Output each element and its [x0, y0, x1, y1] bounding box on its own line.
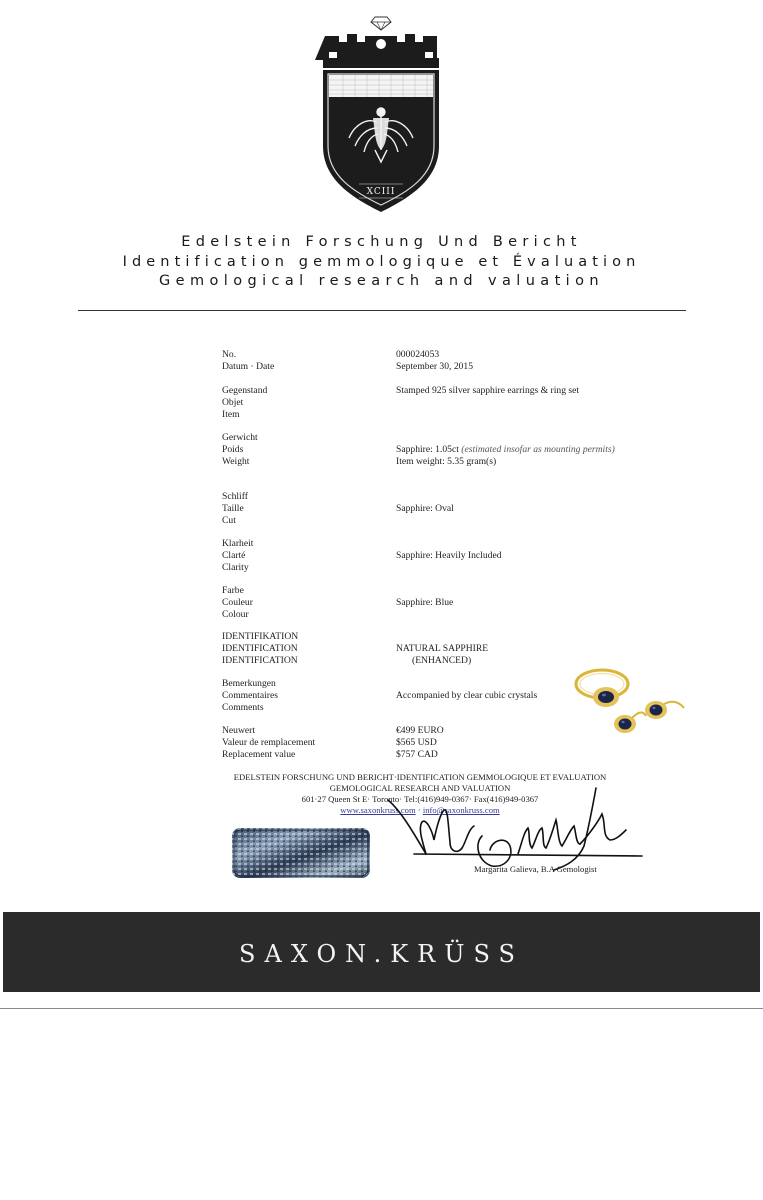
value-usd: $565 USD [396, 737, 437, 748]
value-gem-weight-note: (estimated insofar as mounting permits) [461, 444, 615, 455]
value-cut: Sapphire: Oval [396, 503, 454, 514]
label-poids: Poids [222, 444, 244, 455]
label-cut: Cut [222, 515, 236, 526]
page-bottom-divider [0, 1008, 763, 1009]
footer-company-line: EDELSTEIN FORSCHUNG UND BERICHT·IDENTIFICATION GEMMOLOGIQUE ET EVALUATION [233, 772, 607, 782]
label-comments: Comments [222, 702, 264, 713]
brand-banner [3, 912, 760, 992]
header-french: Identification gemmologique et Évaluation [122, 254, 641, 270]
label-commentaires: Commentaires [222, 690, 278, 701]
value-identification: NATURAL SAPPHIRE [396, 643, 489, 654]
footer-separator: · [415, 805, 423, 815]
label-no: No. [222, 349, 237, 360]
crest-logo [315, 14, 447, 220]
value-object: Stamped 925 silver sapphire earrings & ring set [396, 385, 580, 396]
label-schliff: Schliff [222, 491, 248, 502]
earring-image-right [645, 701, 684, 719]
label-identification-en: IDENTIFICATION [222, 655, 298, 666]
brand-logo-text: SAXON.KRÜSS [239, 940, 524, 968]
label-identification-fr: IDENTIFICATION [222, 643, 298, 654]
label-clarte: Clarté [222, 550, 246, 561]
email-link[interactable]: info@saxonkruss.com [422, 805, 500, 815]
label-identifikation: IDENTIFIKATION [222, 631, 299, 642]
header-divider [78, 310, 686, 311]
label-neuwert: Neuwert [222, 725, 256, 736]
label-farbe: Farbe [222, 585, 244, 596]
label-gegenstand: Gegenstand [222, 385, 268, 396]
website-link[interactable]: www.saxonkruss.com [340, 805, 416, 815]
hologram-seal [232, 828, 370, 878]
value-comments: Accompanied by clear cubic crystals [396, 690, 538, 701]
label-colour: Colour [222, 609, 249, 620]
label-replacement: Replacement value [222, 749, 296, 760]
gemologist-caption: Margarita Galieva, B.A Gemologist [474, 864, 597, 874]
value-item-weight: Item weight: 5.35 gram(s) [396, 456, 497, 467]
ring-image [576, 670, 628, 707]
value-no: 000024053 [396, 349, 440, 360]
label-weight: Weight [222, 456, 250, 467]
jewelry-photo [568, 664, 692, 744]
footer-subtitle-line: GEMOLOGICAL RESEARCH AND VALUATION [329, 783, 511, 793]
value-eur: €499 EURO [396, 725, 444, 736]
header-german: Edelstein Forschung Und Bericht [181, 234, 582, 250]
value-cad: $757 CAD [396, 749, 438, 760]
diamond-icon [371, 17, 391, 30]
label-clarity: Clarity [222, 562, 249, 573]
label-gerwicht: Gerwicht [222, 432, 258, 443]
label-taille: Taille [222, 503, 244, 514]
label-item: Item [222, 409, 240, 420]
header-english: Gemological research and valuation [159, 273, 604, 289]
value-treatment: (ENHANCED) [412, 655, 472, 666]
label-couleur: Couleur [222, 597, 253, 608]
value-colour: Sapphire: Blue [396, 597, 454, 608]
value-gem-weight: Sapphire: 1.05ct [396, 444, 459, 455]
footer-address-line: 601·27 Queen St E· Toronto· Tel:(416)949-0367· Fax(416)949-0367 [301, 794, 539, 804]
label-bemerkungen: Bemerkungen [222, 678, 276, 689]
crown-emblem [315, 34, 439, 68]
crest-numeral: XCIII [366, 187, 396, 197]
label-klarheit: Klarheit [222, 538, 254, 549]
label-valeur: Valeur de remplacement [222, 737, 316, 748]
label-date: Datum · Date [222, 361, 275, 372]
earring-image-left [614, 712, 646, 733]
value-date: September 30, 2015 [396, 361, 474, 372]
label-objet: Objet [222, 397, 244, 408]
value-clarity: Sapphire: Heavily Included [396, 550, 502, 561]
